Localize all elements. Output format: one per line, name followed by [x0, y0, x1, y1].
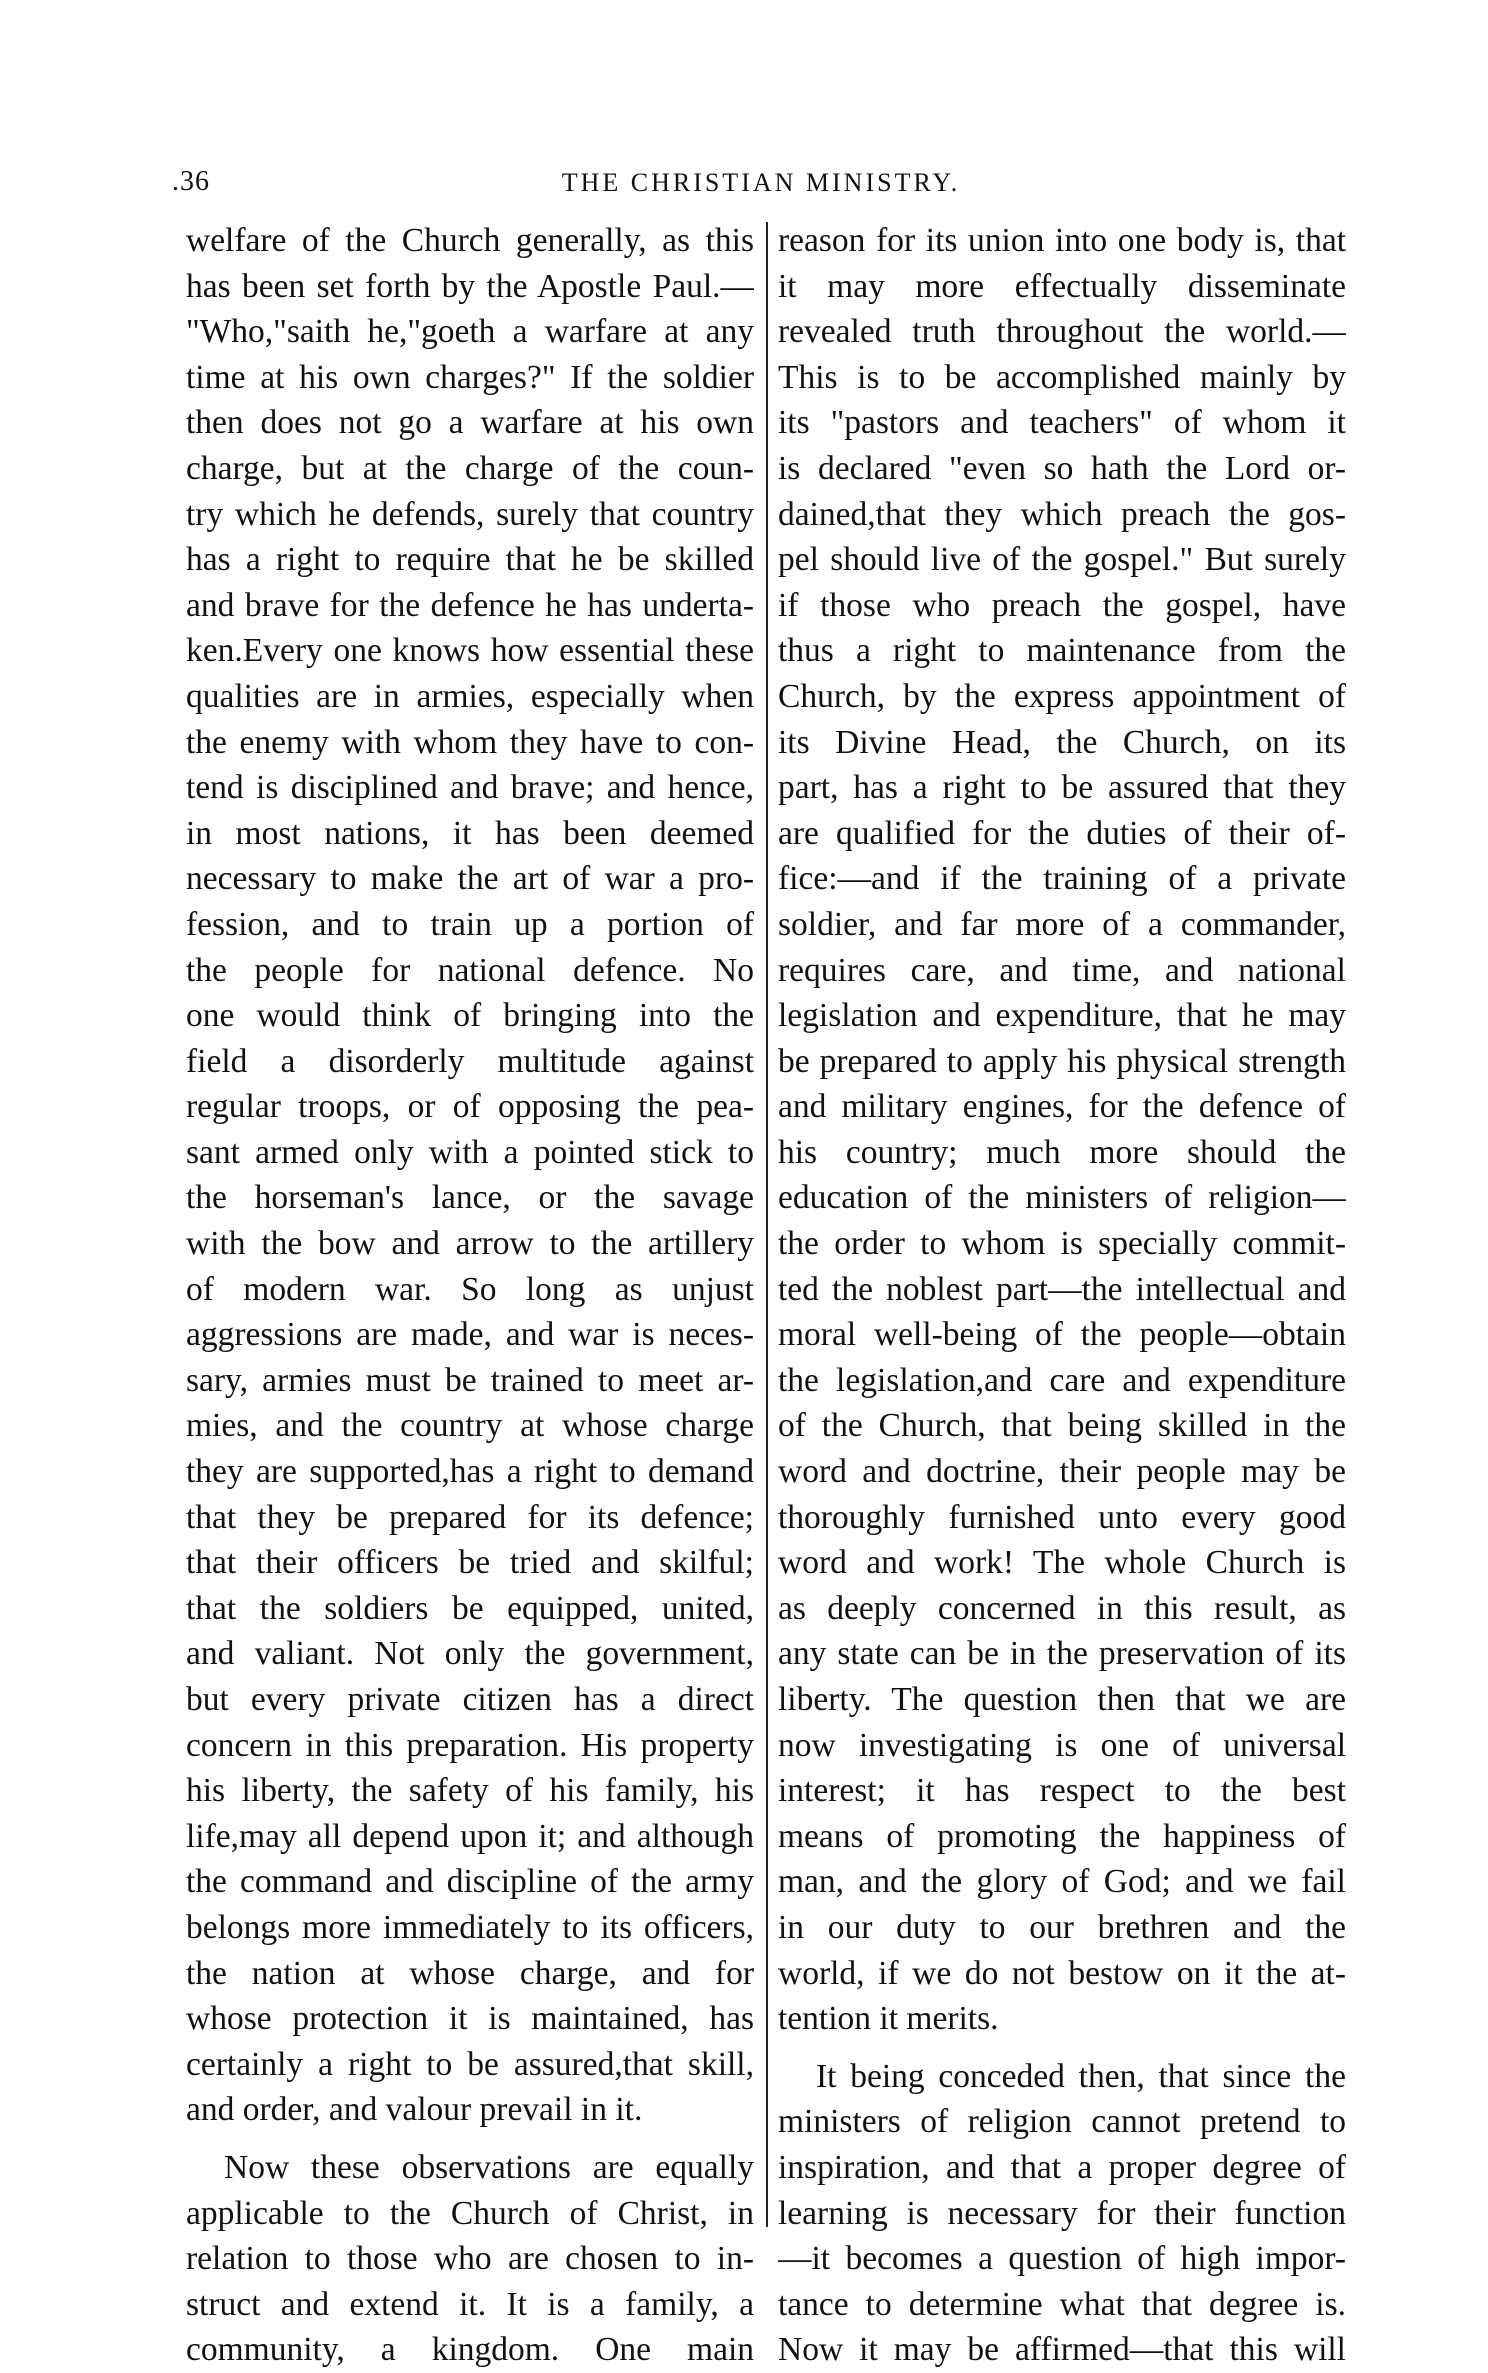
text-line: one would think of bringing into the	[186, 997, 754, 1035]
text-line: "Who,"saith he,"goeth a warfare at any	[186, 313, 754, 351]
text-line: in most nations, it has been deemed	[186, 814, 754, 852]
text-line: inspiration, and that a proper degree of	[778, 2148, 1346, 2186]
text-line: ted the noblest part—the intellectual and	[778, 1270, 1346, 1308]
text-line: the legislation,and care and expenditure	[778, 1361, 1346, 1399]
text-line: sant armed only with a pointed stick to	[186, 1133, 754, 1171]
paragraph-gap	[186, 2133, 754, 2145]
text-line: the people for national defence. No	[186, 951, 754, 989]
text-line: that they be prepared for its defence;	[186, 1498, 754, 1536]
column-divider	[766, 222, 768, 2227]
text-line: legislation and expenditure, that he may	[778, 997, 1346, 1035]
text-line: fession, and to train up a portion of	[186, 905, 754, 943]
text-line: with the bow and arrow to the artillery	[186, 1225, 754, 1263]
text-line: Now these observations are equally	[224, 2148, 754, 2186]
text-line: moral well-being of the people—obtain	[778, 1316, 1346, 1354]
text-line: dained,that they which preach the gos-	[778, 495, 1346, 533]
text-line: This is to be accomplished mainly by	[778, 358, 1346, 396]
text-line: his liberty, the safety of his family, his	[186, 1772, 754, 1810]
text-line: Church, by the express appointment of	[778, 677, 1346, 715]
text-line: tention it merits.	[778, 2000, 999, 2038]
page-number: .36	[172, 166, 210, 197]
text-line: the command and discipline of the army	[186, 1863, 754, 1901]
text-line: revealed truth throughout the world.—	[778, 313, 1346, 351]
text-line: aggressions are made, and war is neces-	[186, 1316, 754, 1354]
text-line: tance to determine what that degree is.	[778, 2285, 1346, 2323]
text-line: now investigating is one of universal	[778, 1726, 1346, 1764]
text-line: are qualified for the duties of their of-	[778, 814, 1346, 852]
text-line: necessary to make the art of war a pro-	[186, 860, 754, 898]
text-line: is declared "even so hath the Lord or-	[778, 449, 1346, 487]
text-line: requires care, and time, and national	[778, 951, 1346, 989]
text-line: ministers of religion cannot pretend to	[778, 2103, 1346, 2141]
text-line: field a disorderly multitude against	[186, 1042, 754, 1080]
text-line: try which he defends, surely that country	[186, 495, 754, 533]
text-line: word and work! The whole Church is	[778, 1544, 1346, 1582]
text-line: welfare of the Church generally, as this	[186, 222, 754, 259]
text-line: regular troops, or of opposing the pea-	[186, 1088, 754, 1126]
text-line: applicable to the Church of Christ, in	[186, 2194, 754, 2232]
text-line: community, a kingdom. One main	[186, 2331, 754, 2369]
text-line: —it becomes a question of high impor-	[778, 2240, 1346, 2278]
text-line: life,may all depend upon it; and although	[186, 1817, 754, 1855]
text-line: that the soldiers be equipped, united,	[186, 1589, 754, 1627]
text-line: thoroughly furnished unto every good	[778, 1498, 1346, 1536]
text-line: the enemy with whom they have to con-	[186, 723, 754, 761]
paragraph-gap	[778, 2042, 1346, 2054]
text-line: man, and the glory of God; and we fail	[778, 1863, 1346, 1901]
text-line: and order, and valour prevail in it.	[186, 2091, 643, 2129]
text-line: interest; it has respect to the best	[778, 1772, 1346, 1810]
text-line: means of promoting the happiness of	[778, 1817, 1346, 1855]
text-line: struct and extend it. It is a family, a	[186, 2285, 754, 2323]
text-line: any state can be in the preservation of its	[778, 1635, 1346, 1673]
text-line: whose protection it is maintained, has	[186, 2000, 754, 2038]
page-header	[172, 166, 1350, 206]
text-line: world, if we do not bestow on it the at-	[778, 1954, 1346, 1992]
text-line: in our duty to our brethren and the	[778, 1908, 1346, 1946]
text-line: his country; much more should the	[778, 1133, 1346, 1171]
text-line: its "pastors and teachers" of whom it	[778, 404, 1346, 442]
text-line: the order to whom is specially commit-	[778, 1225, 1346, 1263]
text-line: that their officers be tried and skilful;	[186, 1544, 754, 1582]
running-title: THE CHRISTIAN MINISTRY.	[561, 168, 961, 197]
text-line: has a right to require that he be skilled	[186, 541, 754, 579]
text-line: if those who preach the gospel, have	[778, 586, 1346, 624]
text-line: but every private citizen has a direct	[186, 1681, 754, 1718]
text-line: has been set forth by the Apostle Paul.—	[186, 267, 754, 305]
text-line: tend is disciplined and brave; and hence,	[186, 769, 754, 807]
text-line: education of the ministers of religion—	[778, 1179, 1346, 1217]
text-line: and brave for the defence he has underta-	[186, 586, 754, 624]
text-line: pel should live of the gospel." But surely	[778, 541, 1346, 579]
text-line: belongs more immediately to its officers,	[186, 1908, 754, 1946]
text-line: certainly a right to be assured,that skill,	[186, 2045, 754, 2083]
text-line: ken.Every one knows how essential these	[186, 632, 754, 670]
text-line: soldier, and far more of a commander,	[778, 905, 1346, 943]
text-line: charge, but at the charge of the coun-	[186, 449, 754, 487]
text-line: they are supported,has a right to demand	[186, 1453, 754, 1491]
text-line: part, has a right to be assured that they	[778, 769, 1346, 807]
text-line: the nation at whose charge, and for	[186, 1954, 754, 1992]
text-line: relation to those who are chosen to in-	[186, 2240, 754, 2278]
text-line: it may more effectually disseminate	[778, 267, 1346, 305]
text-line: its Divine Head, the Church, on its	[778, 723, 1346, 761]
text-line: of the Church, that being skilled in the	[778, 1407, 1346, 1445]
text-line: as deeply concerned in this result, as	[778, 1589, 1346, 1627]
text-line: word and doctrine, their people may be	[778, 1453, 1346, 1491]
text-line: sary, armies must be trained to meet ar-	[186, 1361, 754, 1399]
text-line: of modern war. So long as unjust	[186, 1270, 754, 1308]
text-line: thus a right to maintenance from the	[778, 632, 1346, 670]
text-line: fice:—and if the training of a private	[778, 860, 1346, 898]
left-text-column	[186, 218, 754, 2373]
text-line: be prepared to apply his physical strength	[778, 1042, 1346, 1080]
text-line: and military engines, for the defence of	[778, 1088, 1346, 1126]
text-line: and valiant. Not only the government,	[186, 1635, 754, 1673]
text-line: time at his own charges?" If the soldier	[186, 358, 754, 396]
text-line: qualities are in armies, especially when	[186, 677, 754, 715]
text-line: learning is necessary for their function	[778, 2194, 1346, 2232]
text-line: It being conceded then, that since the	[816, 2057, 1346, 2095]
text-line: concern in this preparation. His property	[186, 1726, 754, 1764]
text-line: Now it may be affirmed—that this will	[778, 2331, 1346, 2369]
text-line: liberty. The question then that we are	[778, 1681, 1346, 1718]
text-line: the horseman's lance, or the savage	[186, 1179, 754, 1217]
text-line: mies, and the country at whose charge	[186, 1407, 754, 1445]
text-line: reason for its union into one body is, that	[778, 222, 1346, 259]
text-line: then does not go a warfare at his own	[186, 404, 754, 442]
right-text-column	[778, 218, 1346, 2373]
